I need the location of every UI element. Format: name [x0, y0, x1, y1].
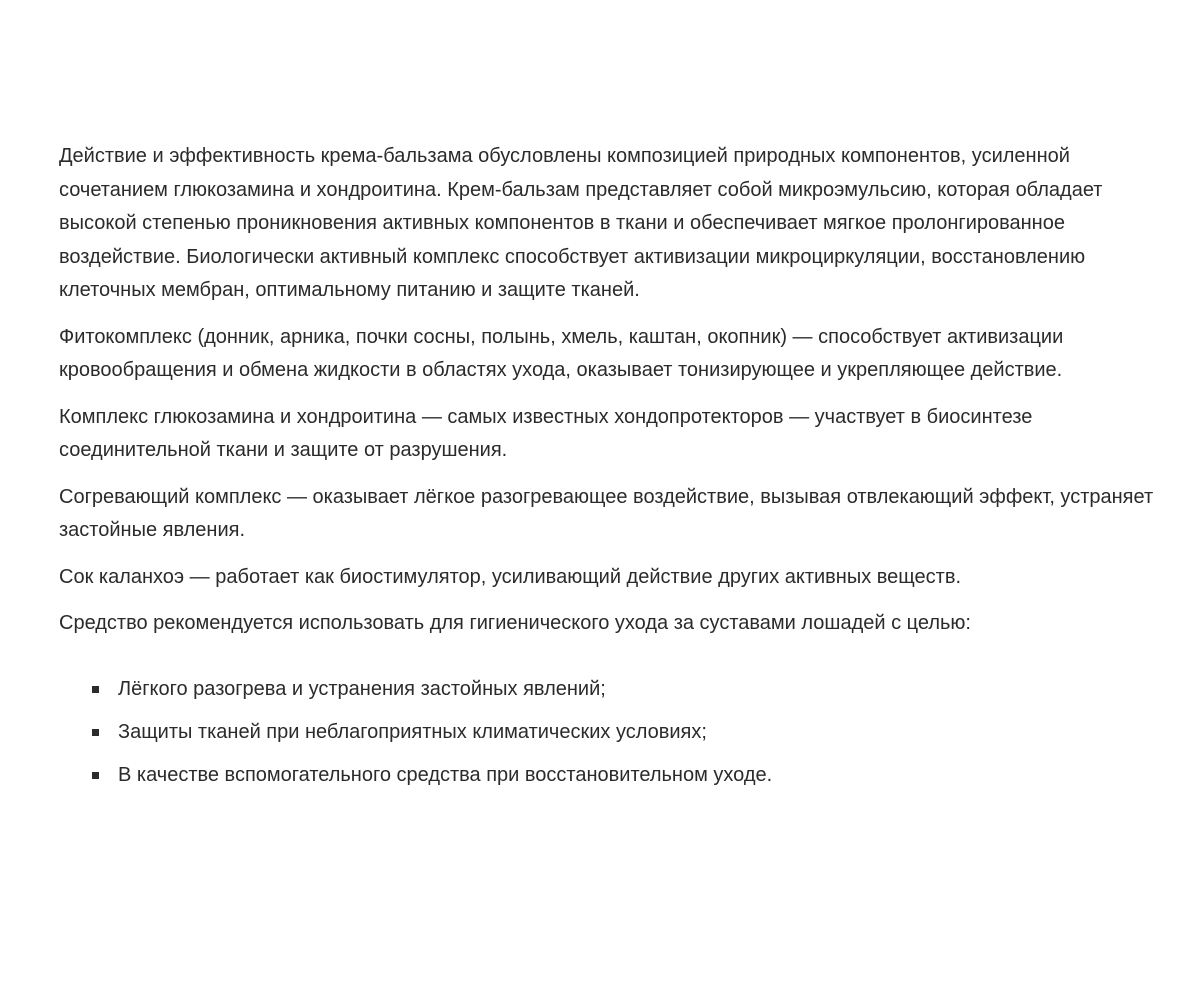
paragraph-kalanchoe: Сок каланхоэ — работает как биостимулятор, усиливающий действие других активных веществ. [59, 565, 962, 588]
square-bullet-icon [92, 772, 99, 779]
paragraph-recommendation: Средство рекомендуется использовать для гигиенического ухода за суставами лошадей с целью: [59, 612, 971, 634]
list-item [59, 672, 1174, 706]
square-bullet-icon [92, 729, 99, 736]
list-item-text: Защиты тканей при неблагоприятных климатических условиях; [118, 720, 707, 743]
list-item-text: В качестве вспомогательного средства при восстановительном уходе. [118, 763, 773, 786]
list-item-text: Лёгкого разогрева и устранения застойных явлений; [118, 677, 606, 700]
paragraph-warming-complex: Согревающий комплекс — оказывает лёгкое разогревающее воздействие, вызывая отвлекающий эффект, устраняет застойные явления. [59, 485, 1154, 541]
square-bullet-icon [92, 686, 99, 693]
list-item [59, 715, 1174, 749]
paragraph-glucosamine: Комплекс глюкозамина и хондроитина — самых известных хондопротекторов — участвует в биосинтезе соединительной ткани и защите от разрушения. [59, 405, 1033, 461]
paragraph-phytocomplex: Фитокомплекс (донник, арника, почки сосны, полынь, хмель, каштан, окопник) — способствует активизации кровообращения и обмена жидкости в областях ухода, оказывает тонизирующее и укрепляющее действие. [59, 325, 1064, 381]
article-body [59, 140, 1174, 801]
list-item [59, 758, 1174, 792]
purpose-list [59, 672, 1174, 792]
paragraph-intro: Действие и эффективность крема-бальзама обусловлены композицией природных компонентов, усиленной сочетанием глюкозамина и хондроитина. Крем-бальзам представляет собой микроэмульсию, которая обладает высокой степенью проникновения активных компонентов в ткани и обеспечивает мягкое пролонгированное воздействие. Биологически активный комплекс способствует активизации микроциркуляции, восстановлению клеточных мембран, оптимальному питанию и защите тканей. [59, 145, 1103, 301]
